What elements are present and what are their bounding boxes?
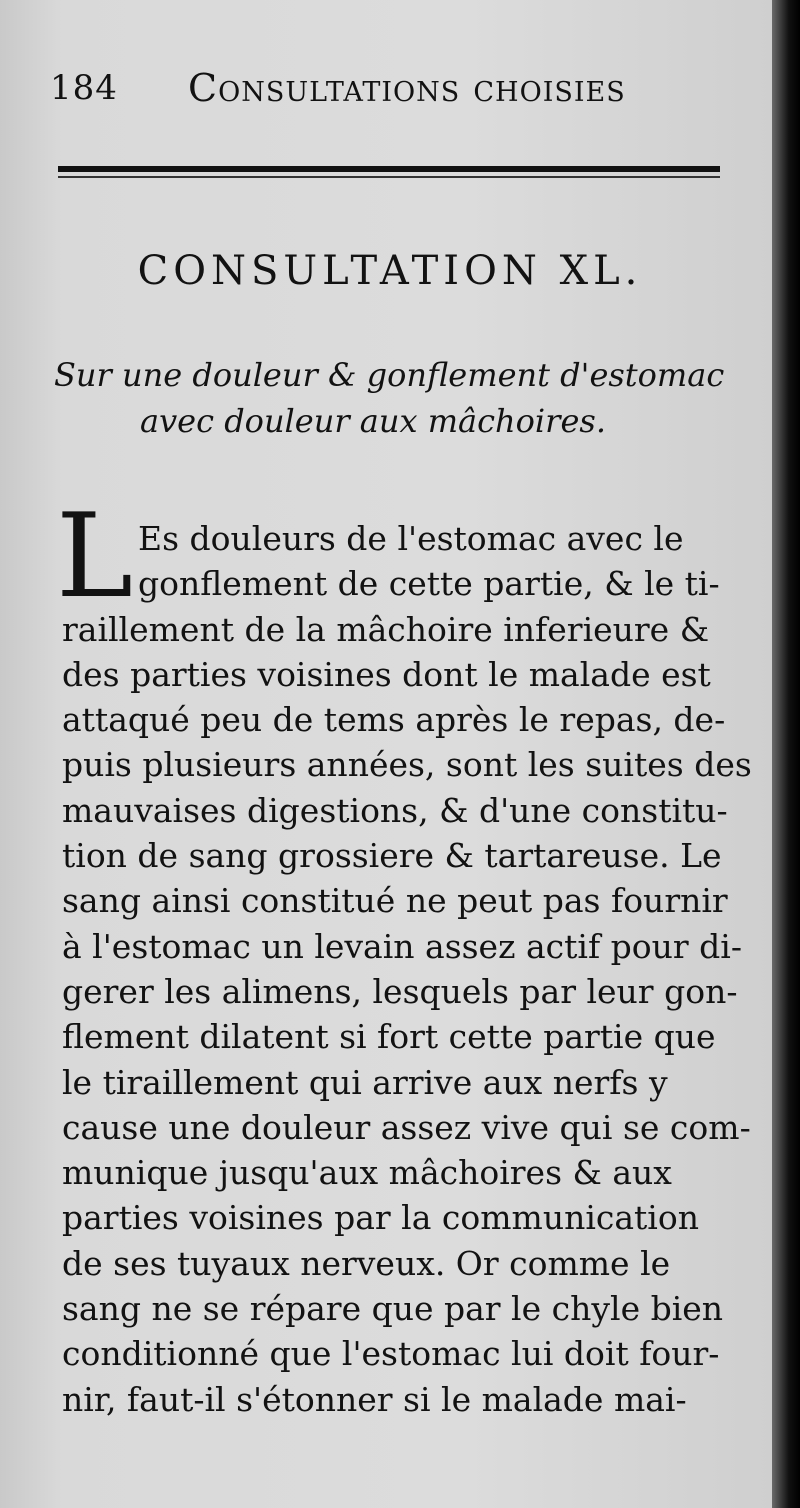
chapter-heading: CONSULTATION XL.	[137, 248, 643, 294]
ornamental-rule	[58, 166, 720, 178]
subtitle-line-2: avec douleur aux mâchoires.	[140, 402, 606, 440]
text-line: munique jusqu'aux mâchoires & aux	[62, 1153, 672, 1193]
text-line: raillement de la mâchoire inferieure &	[62, 609, 710, 649]
body-text	[62, 516, 752, 1422]
text-line: des parties voisines dont le malade est	[62, 654, 711, 694]
text-line: le tiraillement qui arrive aux nerfs y	[62, 1062, 668, 1102]
text-line: gonflement de cette partie, & le ti-	[138, 564, 720, 604]
text-line: tion de sang grossiere & tartareuse. Le	[62, 836, 722, 876]
running-title: Consultations choisies	[188, 66, 626, 110]
text-line: Es douleurs de l'estomac avec le	[138, 519, 684, 558]
text-line: parties voisines par la communication	[62, 1198, 699, 1238]
text-line: attaqué peu de tems après le repas, de-	[62, 700, 726, 740]
drop-cap: L	[56, 489, 134, 624]
chapter-subtitle	[48, 352, 738, 444]
text-line: sang ainsi constitué ne peut pas fournir	[62, 881, 728, 921]
text-line: cause une douleur assez vive qui se com-	[62, 1107, 751, 1147]
running-head	[50, 58, 670, 118]
text-line: de ses tuyaux nerveux. Or comme le	[62, 1243, 671, 1283]
text-line: conditionné que l'estomac lui doit four-	[62, 1334, 720, 1374]
text-line: nir, faut-il s'étonner si le malade mai-	[62, 1379, 687, 1419]
text-line: mauvaises digestions, & d'une constitu-	[62, 790, 728, 830]
text-line: gerer les alimens, lesquels par leur gon-	[62, 971, 738, 1011]
text-line: puis plusieurs années, sont les suites des	[62, 745, 752, 785]
page-number: 184	[50, 68, 118, 108]
text-line: à l'estomac un levain assez actif pour di-	[62, 926, 742, 966]
page-edge-shadow	[772, 0, 800, 1508]
subtitle-line-1: Sur une douleur & gonflement d'estomac	[54, 356, 725, 394]
text-line: sang ne se répare que par le chyle bien	[62, 1289, 724, 1329]
text-line: flement dilatent si fort cette partie que	[62, 1017, 716, 1057]
